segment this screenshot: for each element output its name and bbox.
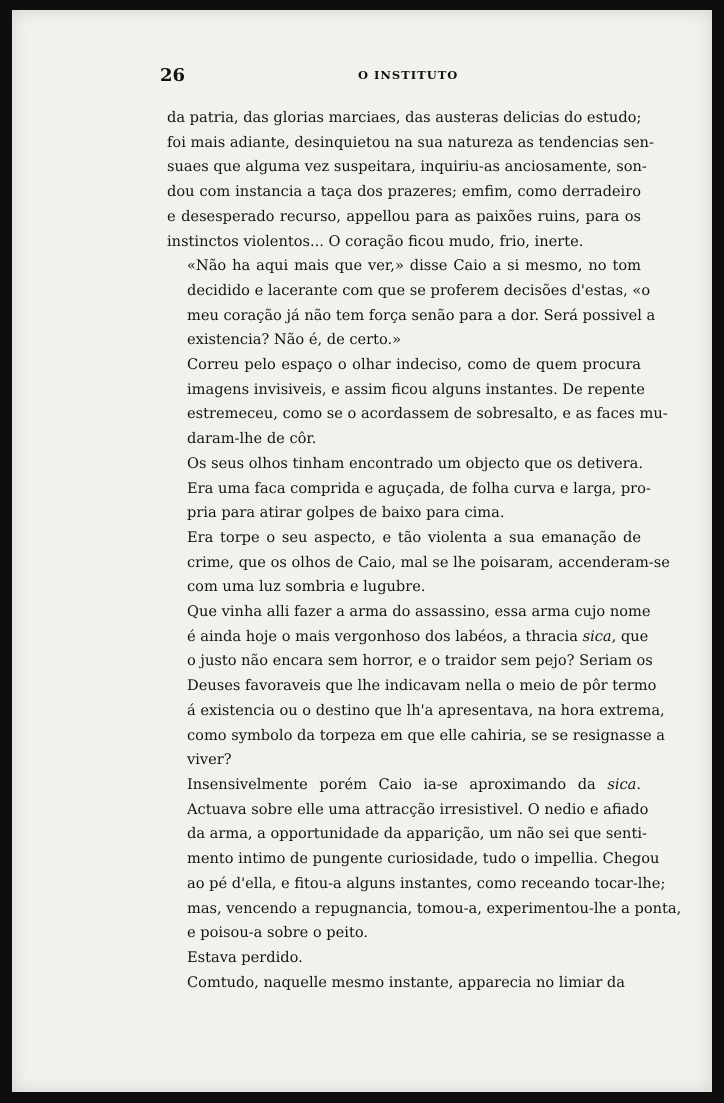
text-line: decidido e lacerante com que se proferem decisões d'estas, «o — [187, 281, 651, 299]
text-line: Estava perdido. — [187, 948, 303, 966]
text-line: mento intimo de pungente curiosidade, tudo o impellia. Chegou — [187, 850, 660, 868]
text-line: da patria, das glorias marciaes, das austeras delicias do estudo; — [167, 109, 642, 126]
paragraph — [167, 971, 641, 996]
text-line: Era torpe o seu aspecto, e tão violenta a sua emanação de — [187, 528, 641, 546]
text-line: como symbolo da torpeza em que elle cahiria, se se resignasse a — [187, 726, 665, 744]
text-line: «Não ha aqui mais que ver,» disse Caio a si mesmo, no tom — [187, 257, 641, 275]
text-line: viver? — [187, 751, 232, 769]
text-line: pria para atirar golpes de baixo para cima. — [187, 504, 505, 522]
text-line: crime, que os olhos de Caio, mal se lhe poisaram, accenderam-se — [187, 553, 670, 571]
text-line: dou com instancia a taça dos prazeres; emfim, como derradeiro — [167, 183, 641, 201]
paragraph — [167, 353, 668, 452]
paragraph — [167, 254, 656, 353]
text-line: mas, vencendo a repugnancia, tomou-a, experimentou-lhe a ponta, — [187, 899, 682, 917]
text-line: é ainda hoje o mais vergonhoso dos labéos, a thracia sica, que — [187, 627, 649, 645]
text-line: existencia? Não é, de certo.» — [187, 331, 402, 349]
text-line: ao pé d'ella, e fitou-a alguns instantes, como receando tocar-lhe; — [187, 874, 666, 892]
emphasis-word: sica — [607, 775, 637, 793]
text-line: com uma luz sombria e lugubre. — [187, 578, 426, 596]
text-line: instinctos violentos... O coração ficou mudo, frio, inerte. — [167, 232, 584, 250]
paragraph — [167, 526, 670, 600]
text-line: Actuava sobre elle uma attracção irresistivel. O nedio e afiado — [187, 800, 649, 818]
page-number: 26 — [160, 65, 186, 86]
text-line: suaes que alguma vez suspeitara, inquiriu-as anciosamente, son- — [167, 158, 647, 176]
emphasis-word: sica — [582, 627, 612, 645]
text-line: á existencia ou o destino que lh'a apresentava, na hora extrema, — [187, 701, 665, 719]
text-line: Correu pelo espaço o olhar indeciso, como de quem procura — [187, 356, 641, 374]
text-line: Insensivelmente porém Caio ia-se aproximando da sica. — [187, 775, 641, 793]
text-line: Comtudo, naquelle mesmo instante, apparecia no limiar da — [187, 973, 625, 991]
text-line: imagens invisiveis, e assim ficou alguns instantes. De repente — [187, 380, 645, 398]
text-line: meu coração já não tem força senão para a dor. Será possivel a — [187, 306, 656, 324]
text-line: foi mais adiante, desinquietou na sua natureza as tendencias sen- — [167, 133, 654, 151]
paragraph — [167, 600, 665, 773]
text-line: e desesperado recurso, appellou para as paixões ruins, para os — [167, 207, 641, 225]
text-line: Que vinha alli fazer a arma do assassino, essa arma cujo nome — [187, 603, 651, 621]
body-text — [167, 106, 682, 995]
paragraph — [167, 452, 651, 526]
text-line: estremeceu, como se o acordassem de sobresalto, e as faces mu- — [187, 405, 668, 423]
text-line: Era uma faca comprida e aguçada, de folha curva e larga, pro- — [187, 479, 651, 497]
text-line: Deuses favoraveis que lhe indicavam nella o meio de pôr termo — [187, 677, 657, 695]
paragraph — [167, 773, 682, 946]
page-header — [160, 65, 640, 87]
text-line: daram-lhe de côr. — [187, 430, 317, 448]
paragraph — [167, 946, 641, 971]
text-line: Os seus olhos tinham encontrado um objecto que os detivera. — [187, 454, 643, 472]
paragraph — [167, 106, 654, 254]
running-title: O INSTITUTO — [358, 68, 459, 82]
text-line: e poisou-a sobre o peito. — [187, 924, 368, 942]
text-line: o justo não encara sem horror, e o traidor sem pejo? Seriam os — [187, 652, 653, 670]
text-line: da arma, a opportunidade da apparição, um não sei que senti- — [187, 825, 647, 843]
